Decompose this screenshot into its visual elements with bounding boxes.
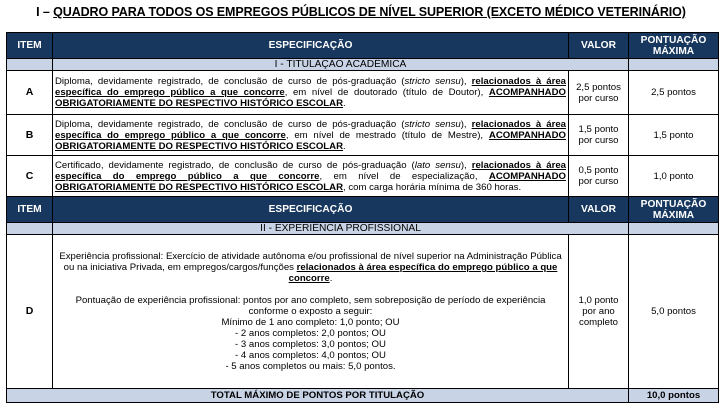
title-text: QUADRO PARA TODOS OS EMPREGOS PÚBLICOS DE NÍVEL SUPERIOR (EXCETO MÉDICO VETERINÁRIO) bbox=[53, 5, 686, 19]
spec-emphasis: relacionados à área específica do emprego público a que concorre bbox=[55, 118, 567, 141]
spec-part: , em nível de mestrado (título de Mestre), bbox=[285, 129, 489, 141]
spec-part: . bbox=[329, 273, 333, 284]
total-label: TOTAL MÁXIMO DE PONTOS POR TITULAÇÃO bbox=[7, 389, 629, 403]
row-pontuacao: 1,0 ponto bbox=[629, 156, 719, 197]
scoring-line: - 4 anos completos: 4,0 pontos; OU bbox=[235, 350, 386, 361]
spec-part: Certificado, devidamente registrado, de conclusão de curso de pós-graduação ( bbox=[55, 159, 415, 171]
row-valor: 1,0 ponto por ano completo bbox=[569, 235, 629, 389]
section-row-titulacao bbox=[7, 59, 719, 71]
row-spec-text bbox=[53, 156, 569, 197]
scoring-line: - 2 anos completos: 2,0 pontos; OU bbox=[235, 328, 386, 339]
section-title-experiencia: II - EXPERIÊNCIA PROFISSIONAL bbox=[53, 223, 629, 235]
table-row-b bbox=[7, 115, 719, 156]
total-row bbox=[7, 389, 719, 403]
row-spec-text bbox=[53, 71, 569, 115]
spec-italic: stricto sensu bbox=[404, 76, 461, 87]
table-header-row bbox=[7, 33, 719, 59]
row-item-label: D bbox=[7, 235, 53, 389]
row-spec-text bbox=[53, 115, 569, 156]
spec-emphasis: relacionados à área específica do emprego público a que concorre bbox=[55, 76, 567, 98]
row-pontuacao: 2,5 pontos bbox=[629, 71, 719, 115]
row-item-label: B bbox=[7, 115, 53, 156]
table-row-c bbox=[7, 156, 719, 197]
row-item-label: C bbox=[7, 156, 53, 197]
spec-part: ), bbox=[460, 76, 472, 87]
scoring-line: - 3 anos completos: 3,0 pontos; OU bbox=[235, 339, 386, 350]
spec-emphasis: ACOMPANHADO OBRIGATORIAMENTE DO RESPECTIVO HISTÓRICO ESCOLAR bbox=[55, 87, 566, 109]
spec-emphasis: ACOMPANHADO OBRIGATORIAMENTE DO RESPECTIVO HISTÓRICO ESCOLAR bbox=[55, 170, 566, 193]
spec-emphasis: relacionados à área específica do emprego público a que concorre bbox=[55, 159, 566, 182]
row-valor: 1,5 ponto por curso bbox=[569, 115, 629, 156]
header-valor: VALOR bbox=[569, 33, 629, 59]
document-title bbox=[0, 5, 722, 19]
spec-part: Diploma, devidamente registrado, de conclusão de curso de pós-graduação ( bbox=[55, 76, 405, 87]
table-row-a bbox=[7, 71, 719, 115]
spec-part: Diploma, devidamente registrado, de conclusão de curso de pós-graduação ( bbox=[55, 118, 405, 130]
section-title-titulacao: I - TITULAÇÃO ACADÊMICA bbox=[53, 59, 629, 71]
spec-part: ), bbox=[460, 118, 472, 130]
header-item: ITEM bbox=[7, 197, 53, 223]
header-pontuacao: PONTUAÇÃO MÁXIMA bbox=[629, 33, 719, 59]
section-spacer bbox=[629, 59, 719, 71]
total-value: 10,0 pontos bbox=[629, 389, 719, 403]
section-spacer bbox=[7, 223, 53, 235]
row-item-label: A bbox=[7, 71, 53, 115]
spec-emphasis: ACOMPANHADO OBRIGATORIAMENTE DO RESPECTIVO HISTÓRICO ESCOLAR bbox=[55, 129, 566, 152]
row-pontuacao: 5,0 pontos bbox=[629, 235, 719, 389]
section-row-experiencia bbox=[7, 223, 719, 235]
spec-part: , com carga horária mínima de 360 horas. bbox=[343, 181, 522, 193]
header-item: ITEM bbox=[7, 33, 53, 59]
scoring-rule: Pontuação de experiência profissional: pontos por ano completo, sem sobreposição de período de experiência conforme o exposto a seguir: bbox=[75, 295, 546, 317]
scoring-line: - 5 anos completos ou mais: 5,0 pontos. bbox=[225, 361, 396, 372]
table-header-row-2 bbox=[7, 197, 719, 223]
row-spec-text bbox=[53, 235, 569, 389]
spec-part: . bbox=[343, 140, 346, 152]
scoring-line: Mínimo de 1 ano completo: 1,0 ponto; OU bbox=[221, 317, 400, 328]
section-spacer bbox=[629, 223, 719, 235]
title-prefix: I – bbox=[36, 5, 54, 19]
spec-italic: lato sensu bbox=[414, 159, 461, 171]
spec-part: , em nível de doutorado (título de Doutor), bbox=[284, 87, 489, 98]
header-spec: ESPECIFICAÇÃO bbox=[53, 33, 569, 59]
spec-part: , em nível de especialização, bbox=[319, 170, 489, 182]
spec-italic: stricto sensu bbox=[404, 118, 461, 130]
experience-description bbox=[57, 251, 564, 284]
row-valor: 2,5 pontos por curso bbox=[569, 71, 629, 115]
scoring-table bbox=[6, 32, 719, 403]
spec-part: ), bbox=[460, 159, 472, 171]
section-spacer bbox=[7, 59, 53, 71]
spec-part: . bbox=[343, 98, 346, 109]
header-pontuacao: PONTUAÇÃO MÁXIMA bbox=[629, 197, 719, 223]
table-row-d bbox=[7, 235, 719, 389]
spec-emphasis: relacionados à área específica do emprego público a que concorre bbox=[288, 262, 558, 284]
header-spec: ESPECIFICAÇÃO bbox=[53, 197, 569, 223]
row-valor: 0,5 ponto por curso bbox=[569, 156, 629, 197]
spec-part: Experiência profissional: Exercício de atividade autônoma e/ou profissional de nível superior na Administração Pública ou na iniciativa Privada, em empregos/cargos/funções bbox=[59, 251, 562, 273]
row-pontuacao: 1,5 ponto bbox=[629, 115, 719, 156]
header-valor: VALOR bbox=[569, 197, 629, 223]
